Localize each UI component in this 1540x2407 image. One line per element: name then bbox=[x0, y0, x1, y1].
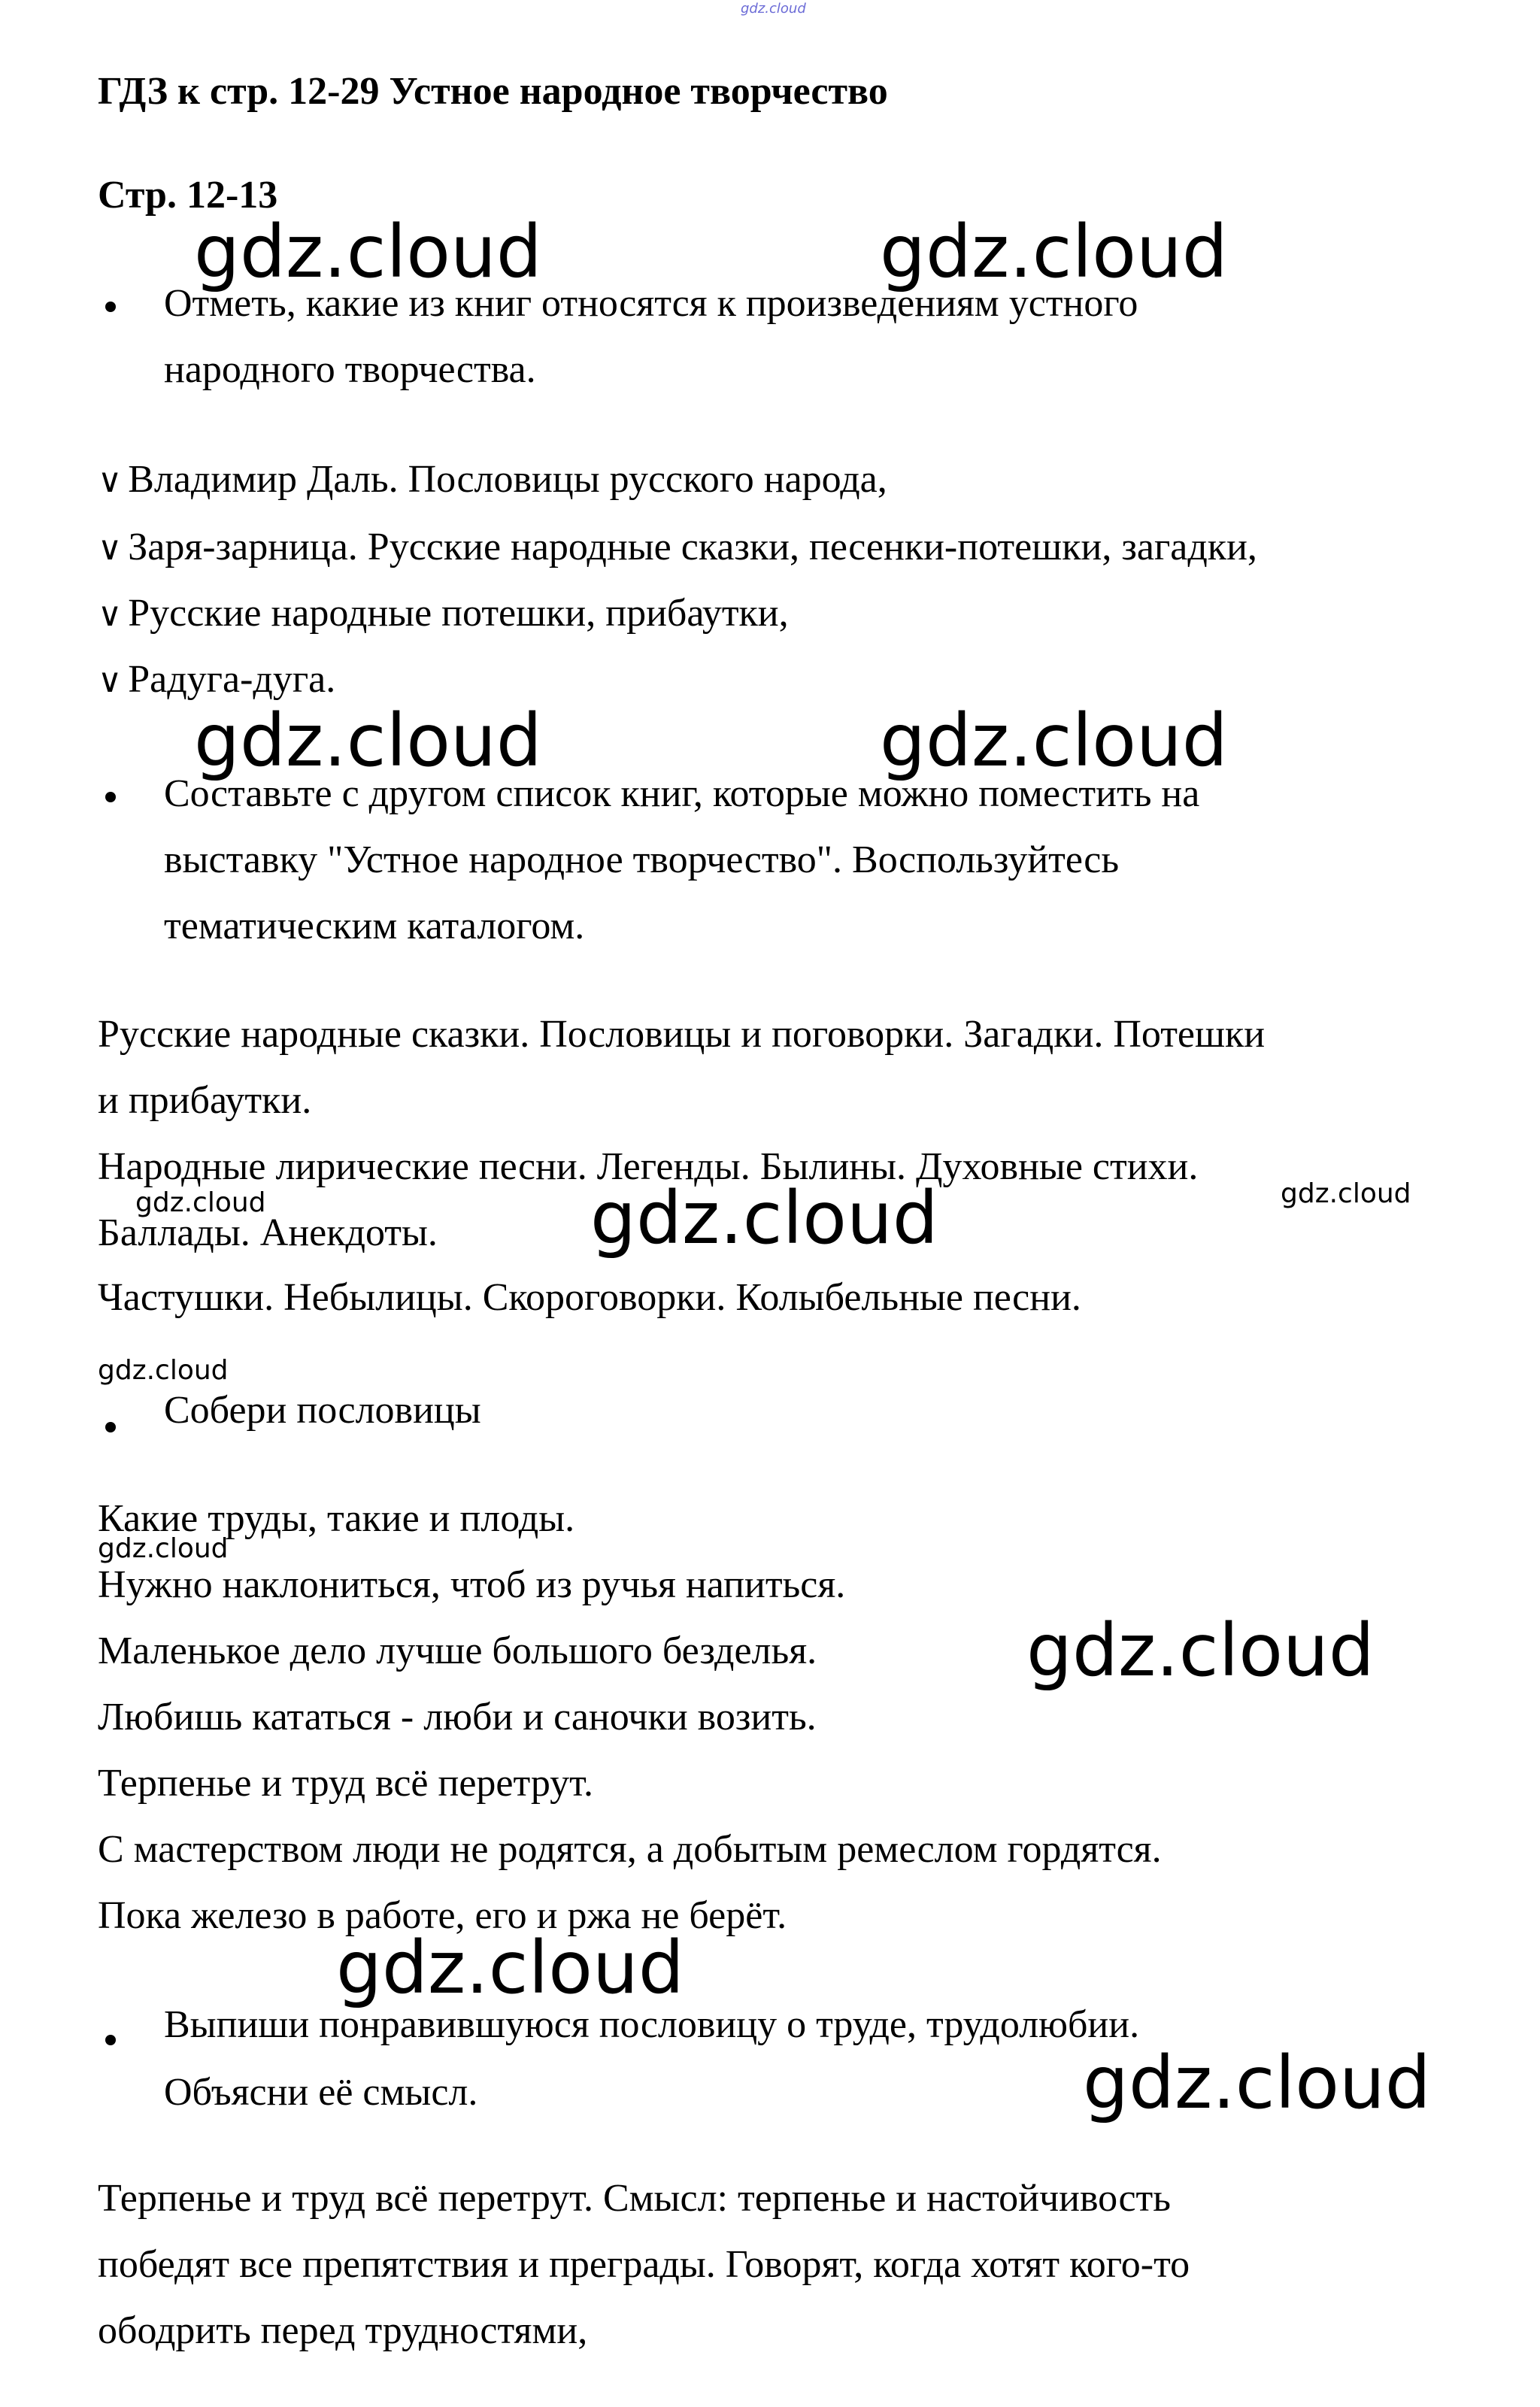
watermark: gdz.cloud bbox=[590, 1176, 938, 1260]
watermark-small: gdz.cloud bbox=[98, 1355, 229, 1386]
answer4-line2: победят все препятствия и преграды. Говорят, когда хотят кого-то bbox=[98, 2243, 1190, 2286]
answer1-item bbox=[98, 591, 789, 638]
watermark: gdz.cloud bbox=[194, 699, 542, 783]
task2-line2: выставку "Устное народное творчество". Воспользуйтесь bbox=[164, 838, 1120, 881]
watermark-small: gdz.cloud bbox=[135, 1187, 266, 1218]
answer2-line5: Частушки. Небылицы. Скороговорки. Колыбельные песни. bbox=[98, 1276, 1081, 1319]
check-mark-icon: ∨ bbox=[98, 462, 123, 500]
task4-line1: Выпиши понравившуюся пословицу о труде, трудолюбии. bbox=[164, 2003, 1140, 2046]
watermark: gdz.cloud bbox=[1026, 1608, 1375, 1693]
watermark: gdz.cloud bbox=[880, 699, 1228, 783]
task3-line1: Собери пословицы bbox=[164, 1389, 481, 1432]
answer1-item bbox=[98, 657, 335, 704]
watermark: gdz.cloud bbox=[336, 1926, 684, 2010]
bullet-task4 bbox=[105, 2035, 116, 2045]
answer2-line4: Баллады. Анекдоты. bbox=[98, 1211, 438, 1254]
watermark: gdz.cloud bbox=[880, 210, 1228, 294]
task2-line3: тематическим каталогом. bbox=[164, 905, 585, 947]
answer2-line1: Русские народные сказки. Пословицы и поговорки. Загадки. Потешки bbox=[98, 1013, 1266, 1056]
answer1-item bbox=[98, 525, 1257, 571]
answer1-item-text: Владимир Даль. Пословицы русского народа, bbox=[128, 458, 887, 501]
answer1-item-text: Радуга-дуга. bbox=[128, 658, 336, 701]
proverb-line: Какие труды, такие и плоды. bbox=[98, 1497, 575, 1540]
page-title: ГДЗ к стр. 12-29 Устное народное творчество bbox=[98, 70, 888, 113]
task1-line1: Отметь, какие из книг относятся к произведениям устного bbox=[164, 282, 1138, 325]
answer4-line3: ободрить перед трудностями, bbox=[98, 2309, 588, 2352]
proverb-line: Терпенье и труд всё перетрут. bbox=[98, 1762, 593, 1805]
proverb-line: Маленькое дело лучше большого безделья. bbox=[98, 1629, 817, 1672]
bullet-task1 bbox=[105, 302, 116, 312]
proverb-line: Нужно наклониться, чтоб из ручья напиться. bbox=[98, 1563, 846, 1606]
check-mark-icon: ∨ bbox=[98, 596, 123, 634]
task2-line1: Составьте с другом список книг, которые можно поместить на bbox=[164, 772, 1200, 815]
check-mark-icon: ∨ bbox=[98, 529, 123, 568]
answer4-line1: Терпенье и труд всё перетрут. Смысл: терпенье и настойчивость bbox=[98, 2177, 1171, 2220]
proverb-line: С мастерством люди не родятся, а добытым ремеслом гордятся. bbox=[98, 1828, 1162, 1871]
answer2-line2: и прибаутки. bbox=[98, 1079, 312, 1122]
watermark: gdz.cloud bbox=[194, 210, 542, 294]
check-mark-icon: ∨ bbox=[98, 662, 123, 700]
task4-line2: Объясни её смысл. bbox=[164, 2071, 478, 2114]
watermark-small: gdz.cloud bbox=[1281, 1178, 1411, 1209]
answer1-item-text: Заря-зарница. Русские народные сказки, песенки-потешки, загадки, bbox=[128, 526, 1257, 568]
answer2-line3: Народные лирические песни. Легенды. Былины. Духовные стихи. bbox=[98, 1145, 1199, 1188]
answer1-item bbox=[98, 457, 887, 504]
proverb-line: Любишь кататься - люби и саночки возить. bbox=[98, 1696, 817, 1739]
watermark-small: gdz.cloud bbox=[98, 1533, 229, 1564]
watermark: gdz.cloud bbox=[1083, 2041, 1431, 2125]
proverb-line: Пока железо в работе, его и ржа не берёт. bbox=[98, 1894, 787, 1937]
answer1-item-text: Русские народные потешки, прибаутки, bbox=[128, 592, 789, 635]
bullet-task3 bbox=[105, 1422, 116, 1432]
watermark-top: gdz.cloud bbox=[741, 1, 806, 17]
task1-line2: народного творчества. bbox=[164, 348, 536, 391]
page-subtitle: Стр. 12-13 bbox=[98, 174, 278, 217]
bullet-task2 bbox=[105, 792, 116, 802]
